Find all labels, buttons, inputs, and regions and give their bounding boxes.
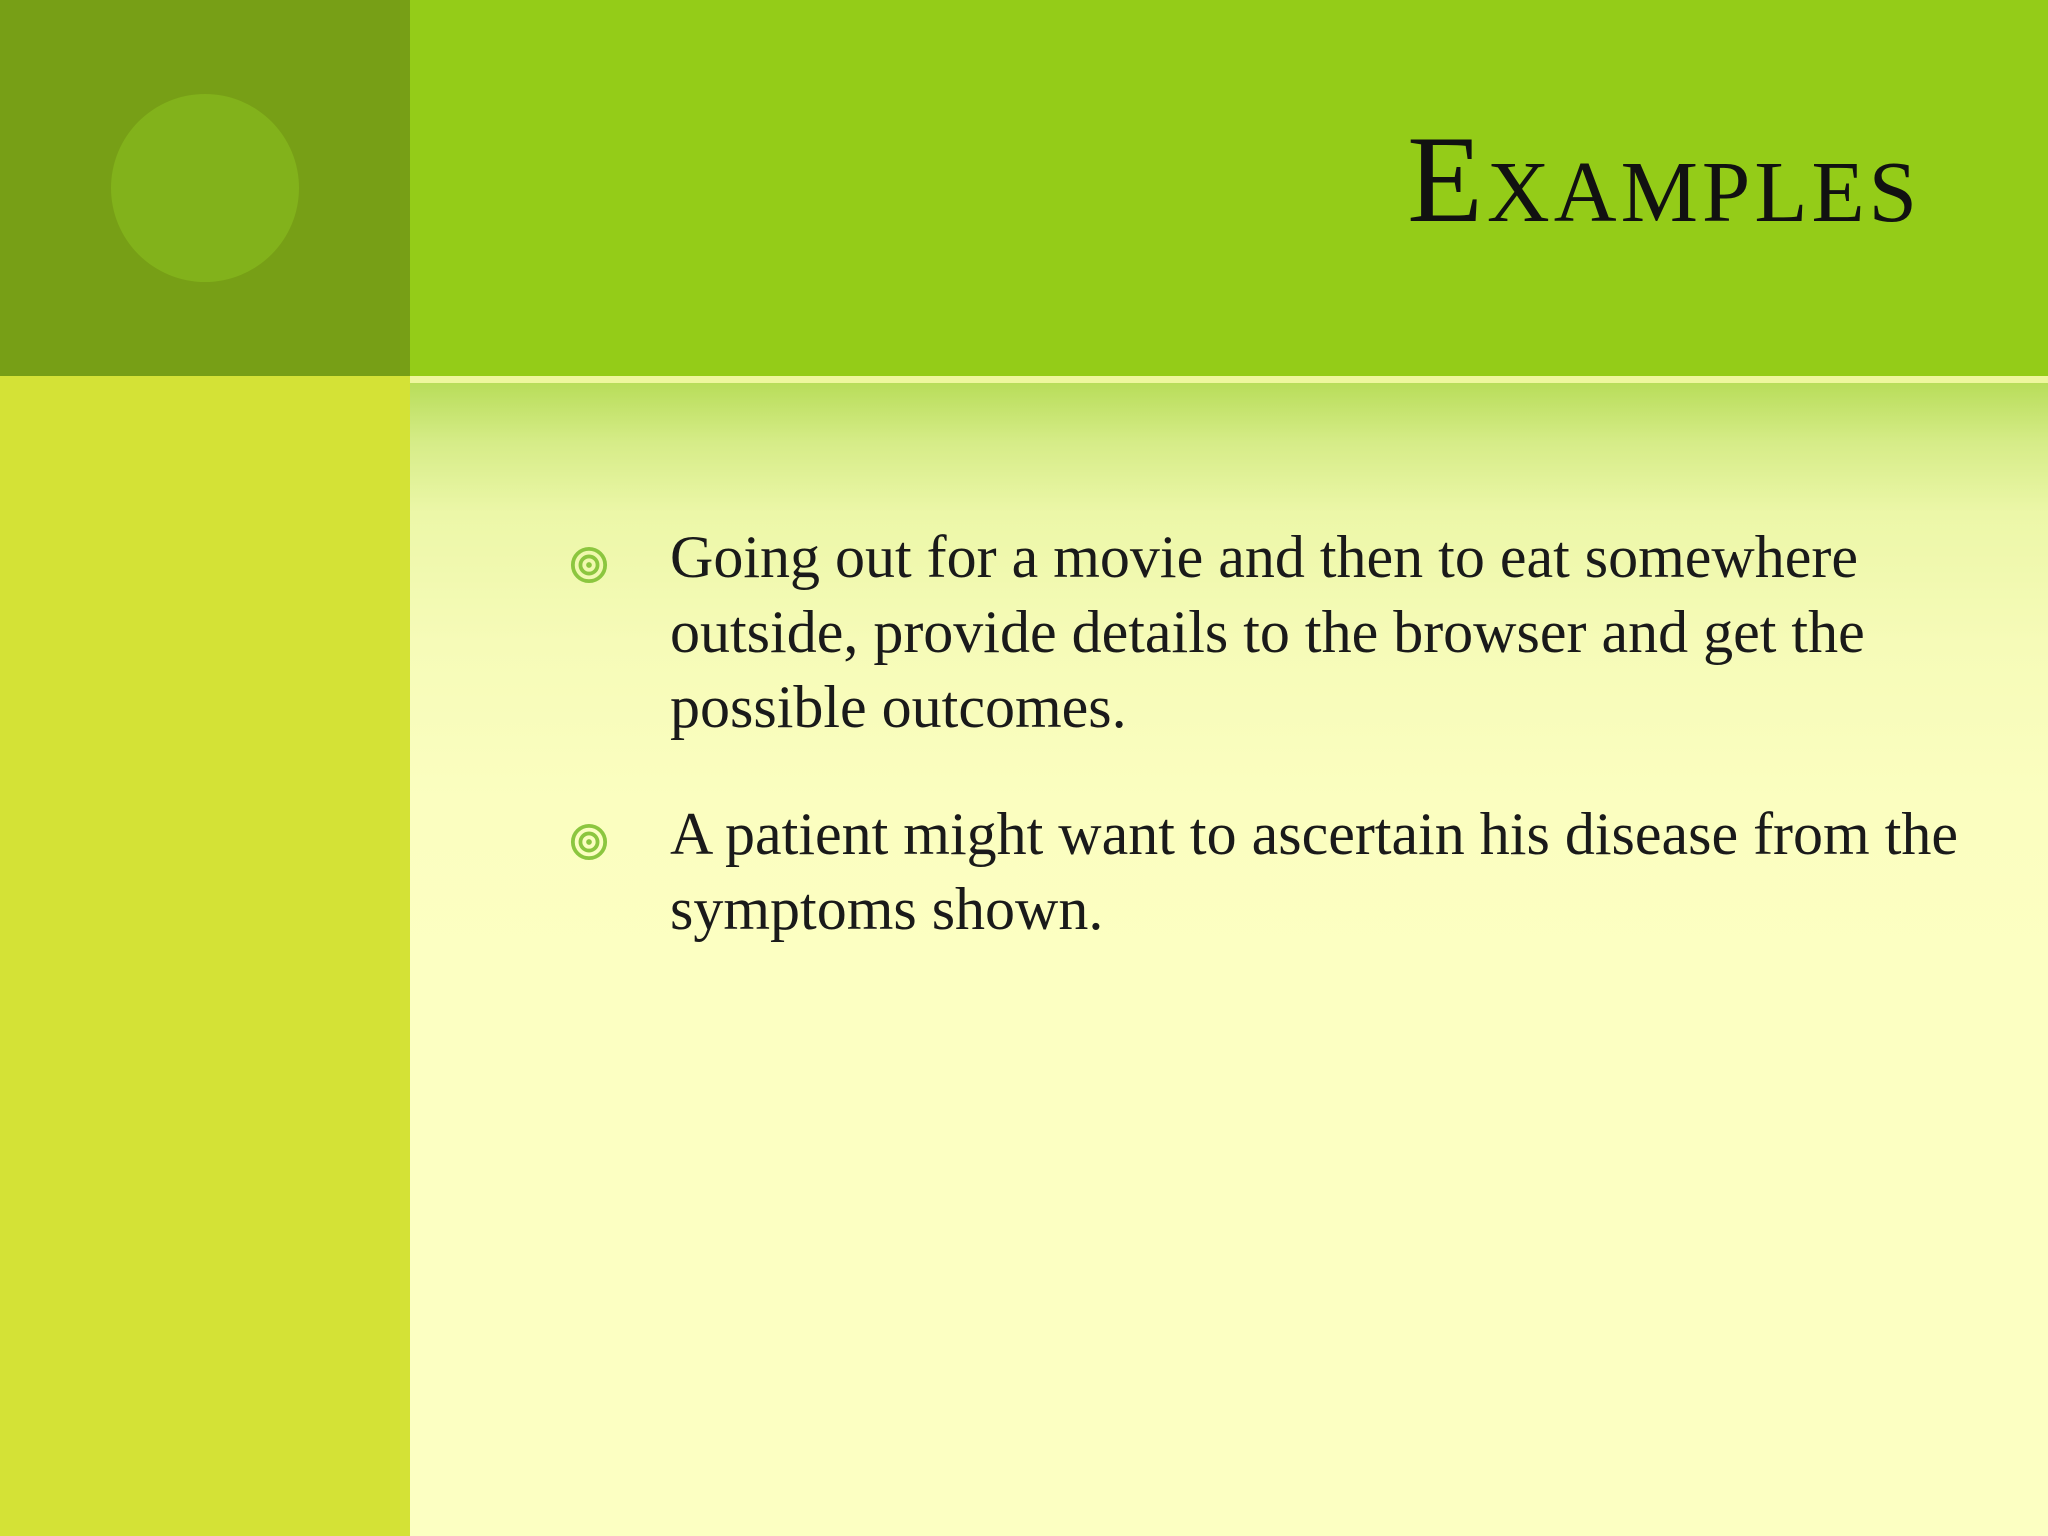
bullet-item: [570, 797, 1990, 947]
corner-block: [0, 0, 410, 376]
bullet-text: A patient might want to ascertain his disease from the symptoms shown.: [670, 801, 1959, 942]
bullet-text: Going out for a movie and then to eat somewhere outside, provide details to the browser and get the possible outcomes.: [670, 524, 1865, 740]
header-divider: [410, 376, 2048, 383]
slide-title: Examples: [1407, 111, 1921, 248]
target-bullet-icon: [570, 823, 608, 861]
left-accent-strip: [0, 376, 410, 1536]
decorative-circle: [111, 94, 299, 282]
bullet-item: [570, 520, 1990, 745]
bullet-list: [570, 520, 1990, 999]
target-bullet-icon: [570, 546, 608, 584]
